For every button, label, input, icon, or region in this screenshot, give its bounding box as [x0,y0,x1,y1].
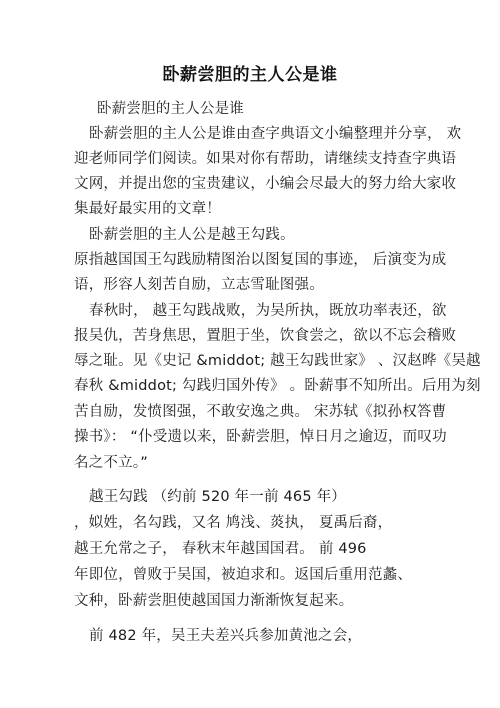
paragraph-line: 前 482 年，吴王夫差兴兵参加黄池之会， [89,628,363,644]
paragraph-line: 春秋 &middot; 勾践归国外传》 。卧薪事不知所出。后用为刻 [74,378,481,394]
paragraph-line: 报吴仇，苦身焦思，置胆于坐，饮食尝之，欲以不忘会稽败 [74,328,457,344]
paragraph-line: ，姒姓，名勾践，又名 鸠浅、菼执， 夏禹后裔， [74,515,393,531]
paragraph-line: 集最好最实用的文章！ [74,201,221,217]
paragraph-line: 名之不立。” [74,455,148,471]
paragraph-line: 年即位，曾败于吴国，被迫求和。返国后重用范蠡、 [74,567,413,583]
paragraph-line: 语，形容人刻苦自励，立志雪耻图强。 [74,277,324,293]
paragraph-line: 文网，并提出您的宝贵建议，小编会尽最大的努力给大家收 [74,176,457,192]
paragraph-line: 卧薪尝胆的主人公是谁由查字典语文小编整理并分享， 欢 [89,126,462,142]
paragraph-line: 苦自励，发愤图强，不敢安逸之典。 宋苏轼《拟孙权答曹 [74,404,447,420]
paragraph-line: 卧薪尝胆的主人公是谁 [97,101,244,117]
paragraph-line: 文种，卧薪尝胆使越国国力渐渐恢复起来。 [74,593,354,609]
paragraph-line: 原指越国国王勾践励精图治以图复国的事迹， 后演变为成 [74,252,447,268]
paragraph-line: 卧薪尝胆的主人公是越王勾践。 [89,227,295,243]
paragraph-line: 辱之耻。见《史记 &middot; 越王勾践世家》 、汉赵晔《吴越 [74,353,481,369]
paragraph-line: 操书》： “仆受遗以来，卧薪尝胆，悼日月之逾迈，而叹功 [74,429,447,445]
paragraph-line: 越王勾践 （约前 520 年一前 465 年） [89,489,346,505]
paragraph-line: 迎老师同学们阅读。如果对你有帮助，请继续支持查字典语 [74,151,457,167]
document-title: 卧薪尝胆的主人公是谁 [162,65,338,85]
paragraph-line: 春秋时， 越王勾践战败，为吴所执，既放功率表还，欲 [89,303,447,319]
paragraph-line: 越王允常之子， 春秋末年越国国君。 前 496 [74,541,367,557]
